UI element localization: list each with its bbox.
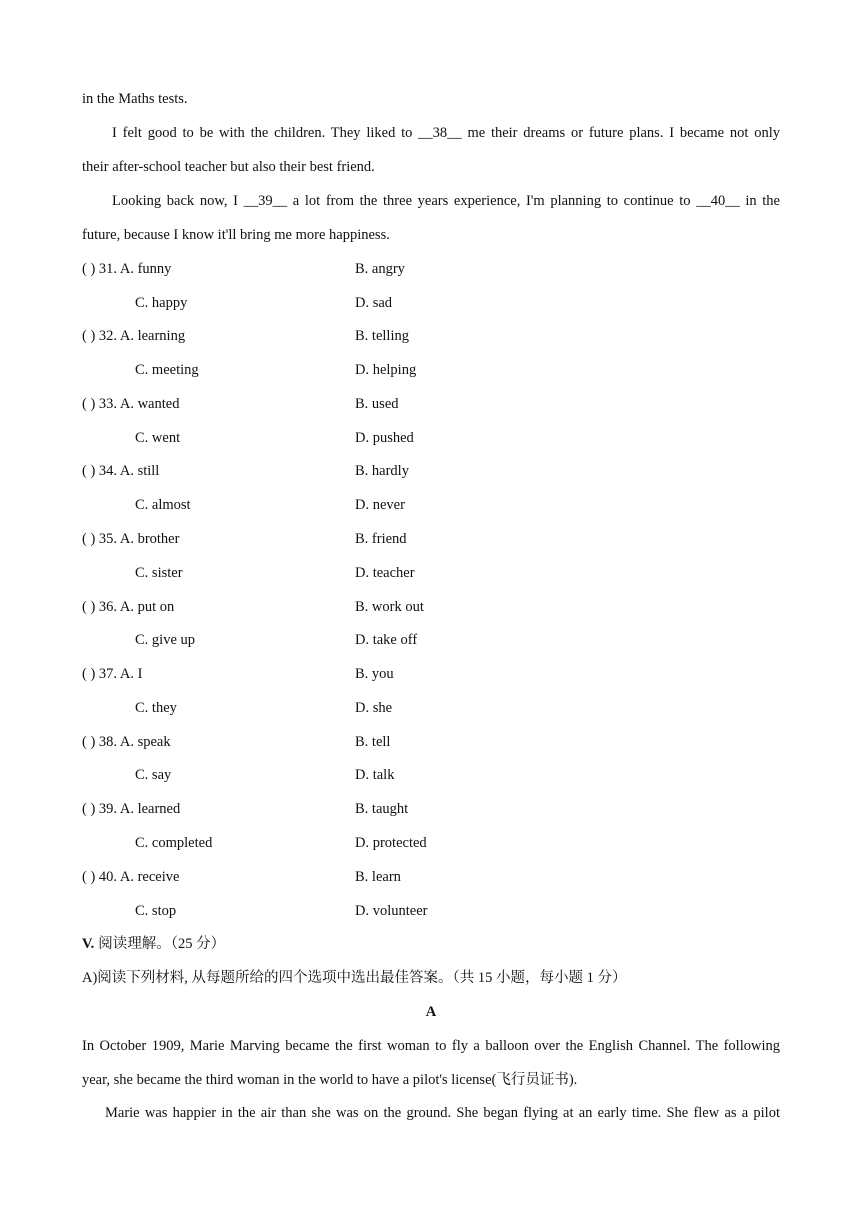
question-option-a: ( ) 34. A. still (82, 463, 160, 479)
question-36-cd (82, 630, 780, 650)
question-option-a: ( ) 38. A. speak (82, 734, 171, 750)
question-option-d: D. sad (355, 295, 393, 311)
question-option-c: C. completed (135, 835, 213, 851)
question-option-a: ( ) 33. A. wanted (82, 396, 180, 412)
question-option-d: D. pushed (355, 430, 414, 446)
question-option-d: D. take off (355, 632, 418, 648)
question-option-a: ( ) 31. A. funny (82, 261, 172, 277)
question-option-a: ( ) 37. A. I (82, 666, 143, 682)
question-option-b: B. hardly (355, 463, 409, 479)
question-36 (82, 597, 780, 617)
question-option-a: ( ) 32. A. learning (82, 328, 186, 344)
question-option-d: D. she (355, 700, 393, 716)
question-40 (82, 867, 780, 887)
question-option-b: B. telling (355, 328, 409, 344)
question-38-cd (82, 765, 780, 785)
question-option-d: D. helping (355, 362, 417, 378)
question-option-b: B. tell (355, 734, 391, 750)
question-32 (82, 326, 780, 346)
question-35-cd (82, 563, 780, 583)
passage-paragraph-line: their after-school teacher but also their best friend. (82, 159, 375, 175)
question-option-c: C. say (135, 767, 172, 783)
question-option-b: B. taught (355, 801, 409, 817)
question-34-cd (82, 495, 780, 515)
question-option-d: D. teacher (355, 565, 415, 581)
part-a-instruction: A)阅读下列材料, 从每题所给的四个选项中选出最佳答案。（共 15 小题，每小题 1 分） (82, 970, 627, 986)
question-33-cd (82, 428, 780, 448)
question-option-c: C. sister (135, 565, 183, 581)
question-39-cd (82, 833, 780, 853)
passage-paragraph-line: Marie was happier in the air than she was on the ground. She began flying at an early time. She flew as a pilot (105, 1105, 780, 1121)
question-option-d: D. never (355, 497, 405, 513)
question-option-b: B. angry (355, 261, 405, 277)
question-37 (82, 664, 780, 684)
question-option-d: D. protected (355, 835, 427, 851)
passage-paragraph-line: Looking back now, I __39__ a lot from the three years experience, I'm planning to continue to __40__ in the (112, 193, 780, 209)
question-33 (82, 394, 780, 414)
question-option-b: B. learn (355, 869, 401, 885)
passage-paragraph-line: I felt good to be with the children. They liked to __38__ me their dreams or future plans. I became not only (112, 125, 780, 141)
section-heading (82, 934, 780, 954)
question-option-b: B. friend (355, 531, 407, 547)
question-option-b: B. work out (355, 599, 424, 615)
question-31-cd (82, 293, 780, 313)
question-option-a: ( ) 39. A. learned (82, 801, 181, 817)
passage-paragraph-line: In October 1909, Marie Marving became the first woman to fly a balloon over the English Channel. The following (82, 1038, 780, 1054)
question-option-c: C. happy (135, 295, 188, 311)
question-option-c: C. meeting (135, 362, 199, 378)
question-option-c: C. went (135, 430, 181, 446)
passage-paragraph-line: future, because I know it'll bring me more happiness. (82, 227, 390, 243)
question-option-b: B. you (355, 666, 394, 682)
question-37-cd (82, 698, 780, 718)
section-title: 阅读理解。（25 分） (98, 936, 226, 952)
question-option-c: C. they (135, 700, 177, 716)
question-option-c: C. stop (135, 903, 177, 919)
question-39 (82, 799, 780, 819)
question-40-cd (82, 901, 780, 921)
question-option-a: ( ) 35. A. brother (82, 531, 180, 547)
question-option-d: D. volunteer (355, 903, 428, 919)
passage-line: in the Maths tests. (82, 91, 188, 107)
question-option-a: ( ) 36. A. put on (82, 599, 175, 615)
passage-paragraph-line: year, she became the third woman in the world to have a pilot's license(飞行员证书). (82, 1072, 578, 1088)
question-option-c: C. almost (135, 497, 191, 513)
question-34 (82, 461, 780, 481)
passage-title: A (425, 1004, 437, 1020)
question-option-a: ( ) 40. A. receive (82, 869, 180, 885)
section-number: V. (82, 936, 95, 952)
question-38 (82, 732, 780, 752)
question-32-cd (82, 360, 780, 380)
question-31 (82, 259, 780, 279)
question-35 (82, 529, 780, 549)
question-option-b: B. used (355, 396, 399, 412)
question-option-d: D. talk (355, 767, 395, 783)
question-option-c: C. give up (135, 632, 196, 648)
